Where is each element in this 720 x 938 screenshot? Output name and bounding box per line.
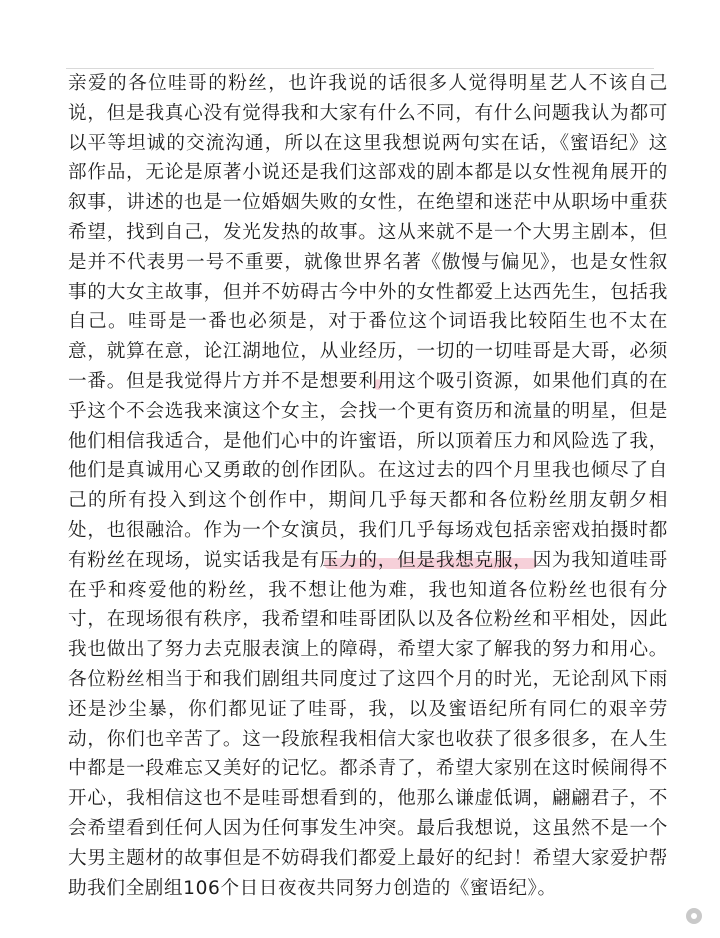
highlighted-passage-1: 这从来就不是一个大男主剧本，但是并不代表男一号不重要，就像世界名著《傲慢与偏见》，也是女性叙事的大女主故事，但并不妨碍古今中外的女性都爱上达西先生，包括我自己。哇哥是一番也必须是，对于番位这个词语我比较陌生也不太在意，就算在意，论江湖地位，从业经历，一切的一切哇哥是大哥，必须一番。 bbox=[68, 221, 668, 392]
weibo-logo-icon bbox=[686, 908, 702, 924]
statement-part-2: 但是我觉得片方并不是想要利用这个吸引资源，如果他们真的在乎这个不会选我来演这个女主，会找一个更有资历和流量的明星，但是他们相信我适合，是他们心中的许蜜语，所以顶着压力和风险选了我，他们是真诚用心又勇敢的创作团队。在这过去的四个月里我也倾尽了自己的所有投入到这个创作中， bbox=[68, 370, 668, 512]
watermark bbox=[686, 908, 702, 924]
statement-part-1: 亲爱的各位哇哥的粉丝，也许我说的话很多人觉得明星艺人不该自己说，但是我真心没有觉得我和大家有什么不同，有什么问题我认为都可以平等坦诚的交流沟通，所以在这里我想说两句实在话，《蜜语纪》这部作品，无论是原著小说还是我们这部戏的剧本都是以女性视角展开的叙事，讲述的也是一位婚姻失败的女性，在绝望和迷茫中从职场中重获希望，找到自己，发光发热的故事。 bbox=[68, 73, 668, 243]
statement-body bbox=[68, 69, 668, 903]
statement-part-3: 因为我知道哇哥在乎和疼爱他的粉丝，我不想让他为难，我也知道各位粉丝也很有分寸，在现场很有秩序，我希望和哇哥团队以及各位粉丝和平相处，因此我也做出了努力去克服表演上的障碍，希望大家了解我的努力和用心。各位粉丝相当于和我们剧组共同度过了这四个月的时光，无论刮风下雨还是沙尘暴，你们都见证了哇哥，我，以及蜜语纪所有同仁的艰辛劳动，你们也辛苦了。这一段旅程我相信大家也收获了很多很多，在人生中都是一段难忘又美好的记忆。都杀青了，希望大家别在这时候闹得不开心，我相信这也不是哇哥想看到的，他那么谦虚低调，翩翩君子，不会希望看到任何人因为任何事发生冲突。最后我想说，这虽然不是一个大男主题材的故事但是不妨碍我们都爱上最好的纪封！希望大家爱护帮助我们全剧组106个日日夜夜共同努力创造的《蜜语纪》。 bbox=[68, 549, 668, 899]
highlighted-passage-2: 期间几乎每天都和各位粉丝朋友朝夕相处，也很融洽。作为一个女演员，我们几乎每场戏包括亲密戏拍摄时都有粉丝在现场，说实话我是有压力的，但是我想克服， bbox=[68, 490, 668, 571]
